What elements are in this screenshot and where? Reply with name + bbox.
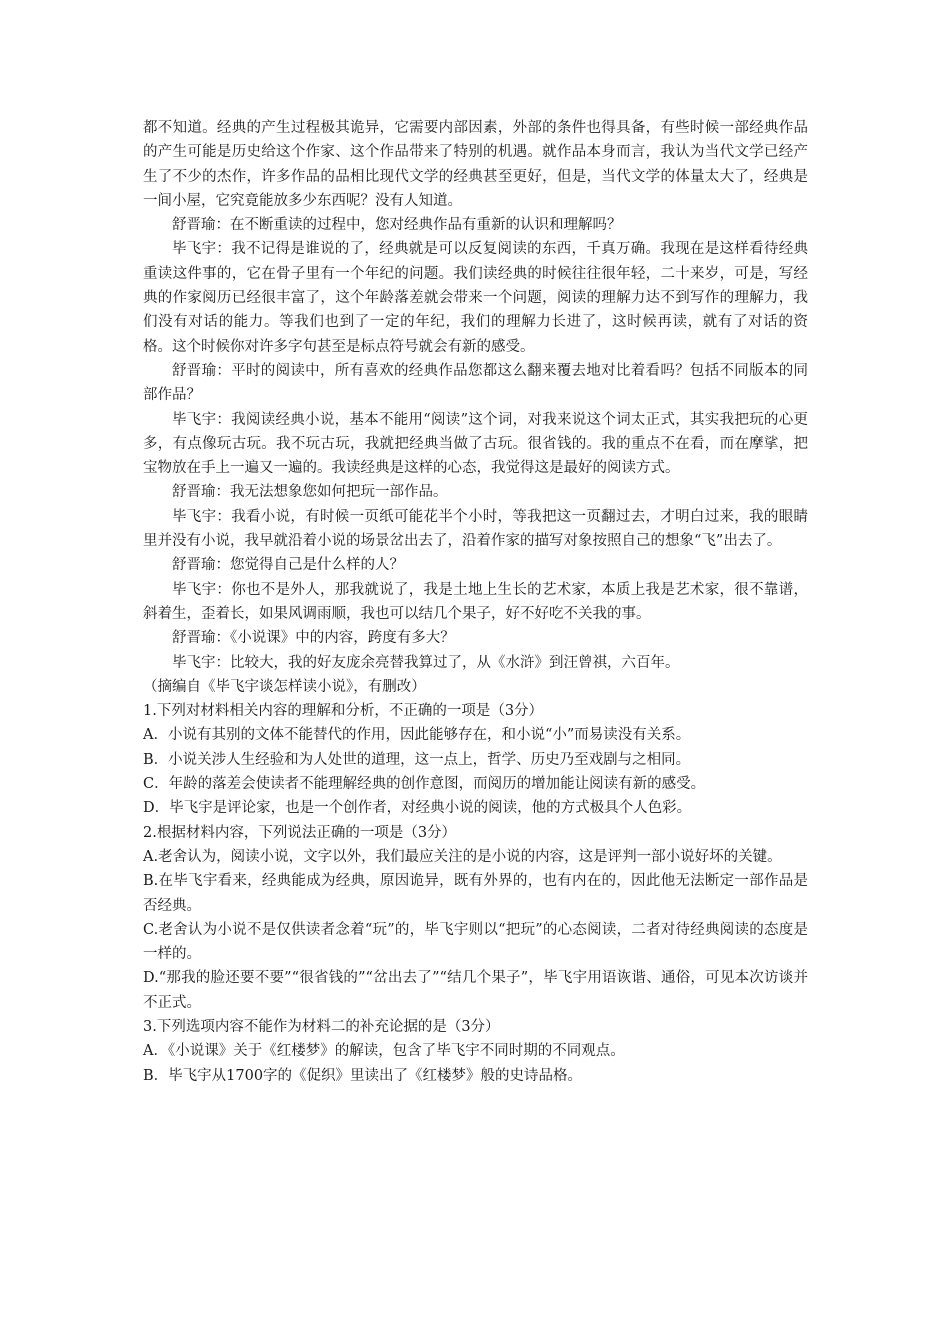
question-3-option-a: A．《小说课》关于《红楼梦》的解读，包含了毕飞宇不同时期的不同观点。	[143, 1043, 625, 1060]
question-2-option-c: C.老舍认为小说不是仅供读者念着“玩”的，毕飞宇则以“把玩”的心态阅读，二者对待经典阅读的态度是一样的。	[143, 921, 808, 963]
paragraph-1: 都不知道。经典的产生过程极其诡异，它需要内部因素，外部的条件也得具备，有些时候一部经典作品的产生可能是历史给这个作家、这个作品带来了特别的机遇。就作品本身而言，我认为当代文学已经产生了不少的杰作，许多作品的品相比现代文学的经典甚至更好，但是，当代文学的体量太大了，经典是一间小屋，它究竟能放多少东西呢？没有人知道。	[143, 120, 808, 209]
interview-question-3: 舒晋瑜：我无法想象您如何把玩一部作品。	[172, 484, 448, 501]
document-body	[143, 116, 808, 1088]
question-3-stem: 3.下列选项内容不能作为材料二的补充论据的是（3分）	[143, 1018, 500, 1035]
interview-question-4: 舒晋瑜：您觉得自己是什么样的人？	[172, 557, 404, 574]
interview-question-1: 舒晋瑜：在不断重读的过程中，您对经典作品有重新的认识和理解吗？	[172, 217, 622, 234]
question-2-option-d: D.“那我的脸还要不要”“很省钱的”“岔出去了”“结几个果子”，毕飞宇用语诙谐、通俗，可见本次访谈并不正式。	[143, 970, 808, 1011]
interview-answer-5: 毕飞宇：比较大，我的好友庞余亮替我算过了，从《水浒》到汪曾祺，六百年。	[172, 654, 680, 671]
question-1-stem: 1.下列对材料相关内容的理解和分析，不正确的一项是（3分）	[143, 703, 544, 720]
question-3-option-b: B．毕飞宇从1700字的《促织》里读出了《红楼梦》般的史诗品格。	[143, 1067, 583, 1084]
interview-question-5: 舒晋瑜：《小说课》中的内容，跨度有多大？	[172, 630, 455, 647]
question-1-option-a: A．小说有其别的文体不能替代的作用，因此能够存在，和小说“小”而易读没有关系。	[143, 727, 691, 744]
interview-answer-1: 毕飞宇：我不记得是谁说的了，经典就是可以反复阅读的东西，千真万确。我现在是这样看待经典重读这件事的，它在骨子里有一个年纪的问题。我们读经典的时候往往很年轻，二十来岁，可是，写经典的作家阅历已经很丰富了，这个年龄落差就会带来一个问题，阅读的理解力达不到写作的理解力，我们没有对话的能力。等我们也到了一定的年纪，我们的理解力长进了，这时候再读，就有了对话的资格。这个时候你对许多字句甚至是标点符号就会有新的感受。	[143, 241, 808, 355]
question-1-option-c: C．年龄的落差会使读者不能理解经典的创作意图，而阅历的增加能让阅读有新的感受。	[143, 776, 706, 793]
question-1-option-b: B．小说关涉人生经验和为人处世的道理，这一点上，哲学、历史乃至戏剧与之相同。	[143, 751, 691, 768]
question-2-option-a: A.老舍认为，阅读小说，文字以外，我们最应关注的是小说的内容，这是评判一部小说好坏的关键。	[143, 848, 782, 865]
source-note: （摘编自《毕飞宇谈怎样读小说》，有删改）	[143, 678, 426, 695]
question-1-option-d: D．毕飞宇是评论家，也是一个创作者，对经典小说的阅读，他的方式极具个人色彩。	[143, 800, 692, 817]
question-2-stem: 2.根据材料内容，下列说法正确的一项是（3分）	[143, 824, 457, 841]
interview-answer-3: 毕飞宇：我看小说，有时候一页纸可能花半个小时，等我把这一页翻过去，才明白过来，我的眼睛里并没有小说，我早就沿着小说的场景岔出去了，沿着作家的描写对象按照自己的想象“飞”出去了。	[143, 508, 808, 550]
interview-answer-4: 毕飞宇：你也不是外人，那我就说了，我是土地上生长的艺术家，本质上我是艺术家，很不靠谱，斜着生，歪着长，如果风调雨顺，我也可以结几个果子，好不好吃不关我的事。	[143, 581, 808, 622]
interview-answer-2: 毕飞宇：我阅读经典小说，基本不能用“阅读”这个词，对我来说这个词太正式，其实我把玩的心更多，有点像玩古玩。我不玩古玩，我就把经典当做了古玩。很省钱的。我的重点不在看，而在摩挲，把宝物放在手上一遍又一遍的。我读经典是这样的心态，我觉得这是最好的阅读方式。	[143, 411, 808, 477]
question-2-option-b: B.在毕飞宇看来，经典能成为经典，原因诡异，既有外界的，也有内在的，因此他无法断定一部作品是否经典。	[143, 873, 808, 914]
interview-question-2: 舒晋瑜：平时的阅读中，所有喜欢的经典作品您都这么翻来覆去地对比着看吗？包括不同版本的同部作品？	[143, 362, 808, 404]
